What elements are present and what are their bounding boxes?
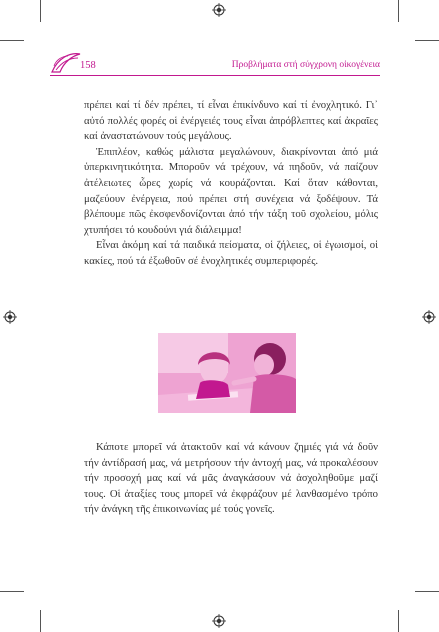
crop-mark [40,0,41,22]
body-text-top [84,98,378,270]
children-illustration [158,333,296,413]
paragraph: Κάποτε μπορεῖ νά ἀτακτοῦν καί νά κάνουν ζημιές γιά νά δοῦν τήν ἀντίδρασή μας, νά μετρήσουν τήν ἀντοχή μας, νά προκαλέσουν τήν προσοχή μας καί νά μᾶς ἀναγκάσουν νά ἀσχοληθοῦμε μαζί τους. Οἱ ἀταξίες τους μπορεῖ νά ἐκφράζουν μέ λανθασμένο τρόπο τήν ἀνάγκη τῆς ἐπικοινωνίας μέ τούς γονεῖς. [84,441,378,516]
registration-mark-icon [3,310,17,324]
paragraph: Εἶναι ἀκόμη καί τά παιδικά πείσματα, οἱ ζήλειες, οἱ ἐγωισμοί, οἱ κακίες, πού τά ἐξωθοῦν σέ ἐνοχλητικές συμπεριφορές. [84,239,378,267]
body-text-bottom [84,440,378,518]
crop-mark [0,591,24,592]
running-title: Προβλήματα στή σύγχρονη οἰκογένεια [231,60,380,70]
paragraph: πρέπει καί τί δέν πρέπει, τί εἶναι ἐπικίνδυνο καί τί ἐνοχλητικό. Γι᾽ αὐτό πολλές φορές οἱ ἐνέργειές τους εἶναι ἀπρόβλεπτες καί ἀκραῖες καί ἀναστατώνουν τούς μεγάλους. [84,99,378,143]
registration-mark-icon [212,3,226,17]
registration-mark-icon [212,614,226,628]
page-header [50,56,380,76]
decorative-swirl-icon [50,48,82,76]
registration-mark-icon [422,310,436,324]
page-number: 158 [80,60,96,71]
children-photo [158,333,296,413]
header-rule [50,75,380,76]
crop-mark [398,610,399,632]
paragraph: Ἐπιπλέον, καθώς μάλιστα μεγαλώνουν, διακρίνονται ἀπό μιά ὑπερκινητικότητα. Μποροῦν νά τρέχουν, νά πηδοῦν, νά παίζουν ἀτέλειωτες ὧρες χωρίς νά κουράζονται. Καί ὅταν κάθονται, μαζεύουν ἐνέργεια, πού πρέπει στή συνέχεια νά ξοδέψουν. Τά βλέπουμε πῶς ἐκσφενδονίζονται ἀπό τήν τάξη τοῦ σχολείου, μόλις χτυπήσει τό κουδούνι γιά διάλειμμα! [84,145,378,236]
crop-mark [415,591,439,592]
crop-mark [415,40,439,41]
crop-mark [0,40,24,41]
crop-mark [40,610,41,632]
crop-mark [398,0,399,22]
